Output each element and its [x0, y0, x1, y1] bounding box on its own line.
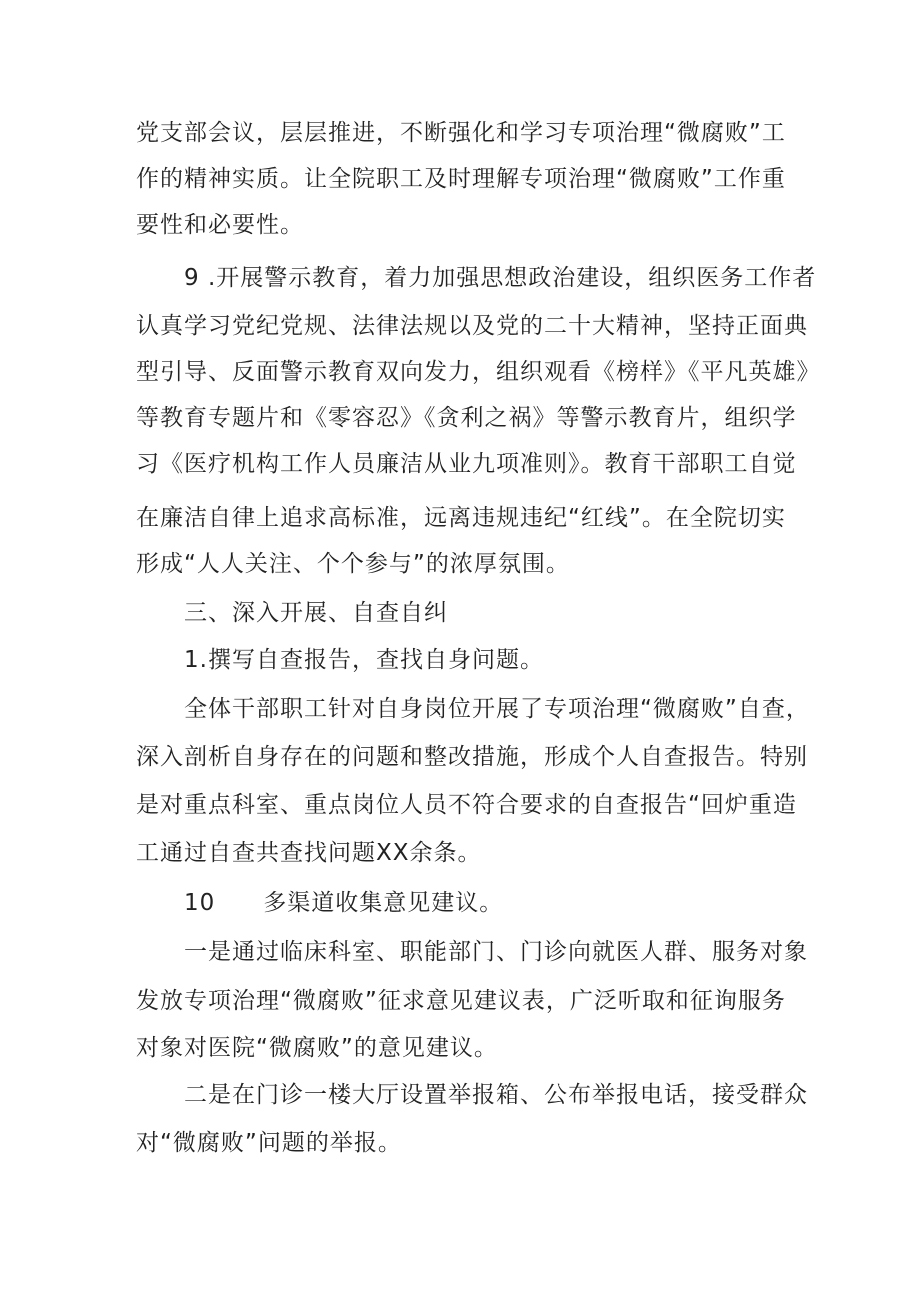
subheading: 10 多渠道收集意见建议。: [184, 890, 504, 916]
text-line: 一是通过临床科室、职能部门、门诊向就医人群、服务对象: [184, 939, 808, 965]
text-line: 9 .开展警示教育，着力加强思想政治建设，组织医务工作者: [184, 265, 817, 291]
text-line: 等教育专题片和《零容忍》《贪利之祸》等警示教育片，组织学: [136, 405, 797, 431]
text-line: 工通过自查共查找问题XX余条。: [136, 840, 482, 866]
text-line: 作的精神实质。让全院职工及时理解专项治理“微腐败”工作重: [136, 166, 786, 192]
text-line: 对“微腐败”问题的举报。: [136, 1130, 402, 1156]
text-line: 型引导、反面警示教育双向发力，组织观看《榜样》《平凡英雄》: [136, 359, 821, 385]
text-line: 党支部会议，层层推进，不断强化和学习专项治理“微腐败”工: [136, 120, 786, 146]
text-line: 形成“人人关注、个个参与”的浓厚氛围。: [136, 551, 570, 577]
subheading: 1.撰写自查报告，查找自身问题。: [184, 647, 544, 673]
text-line: 认真学习党纪党规、法律法规以及党的二十大精神，坚持正面典: [136, 313, 808, 339]
text-line: 二是在门诊一楼大厅设置举报箱、公布举报电话，接受群众: [184, 1082, 808, 1108]
text-line: 是对重点科室、重点岗位人员不符合要求的自查报告“回炉重造: [136, 792, 797, 818]
text-line: 对象对医院“微腐败”的意见建议。: [136, 1035, 498, 1061]
text-line: 习《医疗机构工作人员廉洁从业九项准则》。教育干部职工自觉: [136, 451, 797, 477]
text-line: 在廉洁自律上追求高标准，远离违规违纪“红线”。在全院切实: [136, 505, 786, 531]
text-line: 要性和必要性。: [136, 212, 304, 238]
text-line: 深入剖析自身存在的问题和整改措施，形成个人自查报告。特别: [136, 744, 808, 770]
text-line: 发放专项治理“微腐败”征求意见建议表，广泛听取和征询服务: [136, 988, 786, 1014]
text-line: 全体干部职工针对自身岗位开展了专项治理“微腐败”自查，: [184, 696, 810, 722]
section-heading: 三、深入开展、自查自纠: [184, 600, 448, 626]
